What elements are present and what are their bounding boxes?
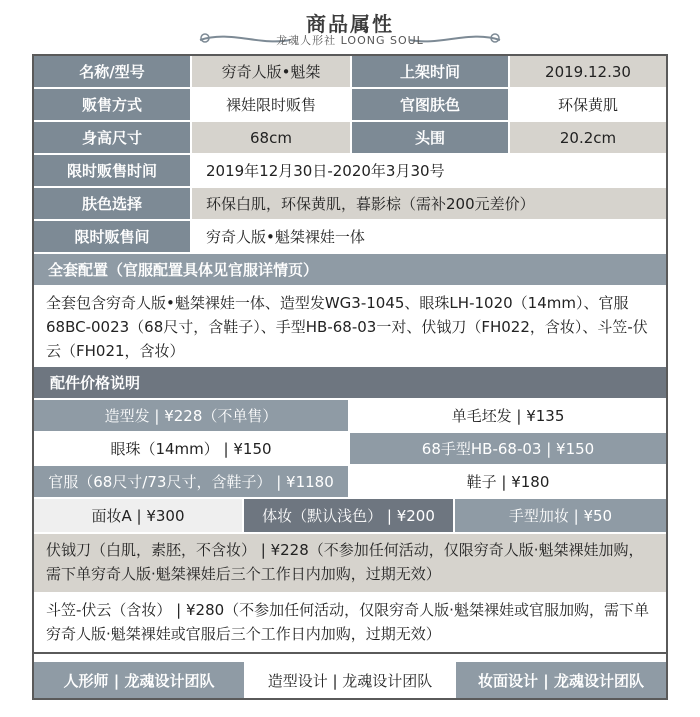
sale-label: 贩售方式	[34, 89, 192, 122]
limited-room-value: 穷奇人版•魁桀裸娃一体	[192, 221, 666, 254]
full-set-heading: 全套配置（官服配置具体见官服详情页）	[34, 254, 666, 287]
sale-value: 裸娃限时贩售	[192, 89, 352, 122]
head-label: 头围	[352, 122, 510, 155]
price-hat: 斗笠-伏云（含妆） | ¥280（不参加任何活动，仅限穷奇人版·魁桀裸娃或官服加购，需下单穷奇人版·魁桀裸娃或官服后三个工作日内加购，过期无效）	[34, 594, 666, 654]
price-sword: 伏钺刀（白肌，素胚，不含妆） | ¥228（不参加任何活动，仅限穷奇人版·魁桀裸娃加购，需下单穷奇人版·魁桀裸娃后三个工作日内加购，过期无效）	[34, 534, 666, 594]
price-hand-makeup: 手型加妆 | ¥50	[455, 499, 666, 534]
name-value: 穷奇人版•魁桀	[192, 56, 352, 89]
price-single-hair: 单毛坯发 | ¥135	[350, 400, 666, 433]
height-value: 68cm	[192, 122, 352, 155]
limited-time-value: 2019年12月30日-2020年3月30号	[192, 155, 666, 188]
footer-face-design: 妆面设计 | 龙魂设计团队	[456, 662, 666, 698]
limited-room-label: 限时贩售间	[34, 221, 192, 254]
price-outfit: 官服（68尺寸/73尺寸，含鞋子） | ¥1180	[34, 466, 350, 499]
footer-style-design: 造型设计 | 龙魂设计团队	[244, 662, 456, 698]
price-body-makeup: 体妆（默认浅色） | ¥200	[244, 499, 455, 534]
skin-value: 环保黄肌	[510, 89, 666, 122]
price-heading: 配件价格说明	[34, 367, 666, 400]
shelf-label: 上架时间	[352, 56, 510, 89]
footer-doll-artist: 人形师 | 龙魂设计团队	[34, 662, 244, 698]
price-faceup: 面妆A | ¥300	[34, 499, 244, 534]
head-value: 20.2cm	[510, 122, 666, 155]
limited-time-label: 限时贩售时间	[34, 155, 192, 188]
skin-label: 官图肤色	[352, 89, 510, 122]
brand-subtitle: 龙魂人形社 LOONG SOUL	[276, 34, 424, 47]
skin-choice-value: 环保白肌，环保黄肌，暮影棕（需补200元差价）	[192, 188, 666, 221]
skin-choice-label: 肤色选择	[34, 188, 192, 221]
full-set-text: 全套包含穷奇人版•魁桀裸娃一体、造型发WG3-1045、眼珠LH-1020（14mm）、官服68BC-0023（68尺寸，含鞋子）、手型HB-68-03一对、伏钺刀（FH022，含妆）、斗笠-伏云（FH021，含妆）	[34, 287, 666, 367]
height-label: 身高尺寸	[34, 122, 192, 155]
price-hands: 68手型HB-68-03 | ¥150	[350, 433, 666, 466]
page-title: 商品属性	[306, 12, 394, 36]
price-shoes: 鞋子 | ¥180	[350, 466, 666, 499]
price-wig: 造型发 | ¥228（不单售）	[34, 400, 350, 433]
attributes-table	[32, 54, 668, 700]
page-header	[0, 0, 700, 52]
price-eyes: 眼珠（14mm） | ¥150	[34, 433, 350, 466]
shelf-value: 2019.12.30	[510, 56, 666, 89]
name-label: 名称/型号	[34, 56, 192, 89]
